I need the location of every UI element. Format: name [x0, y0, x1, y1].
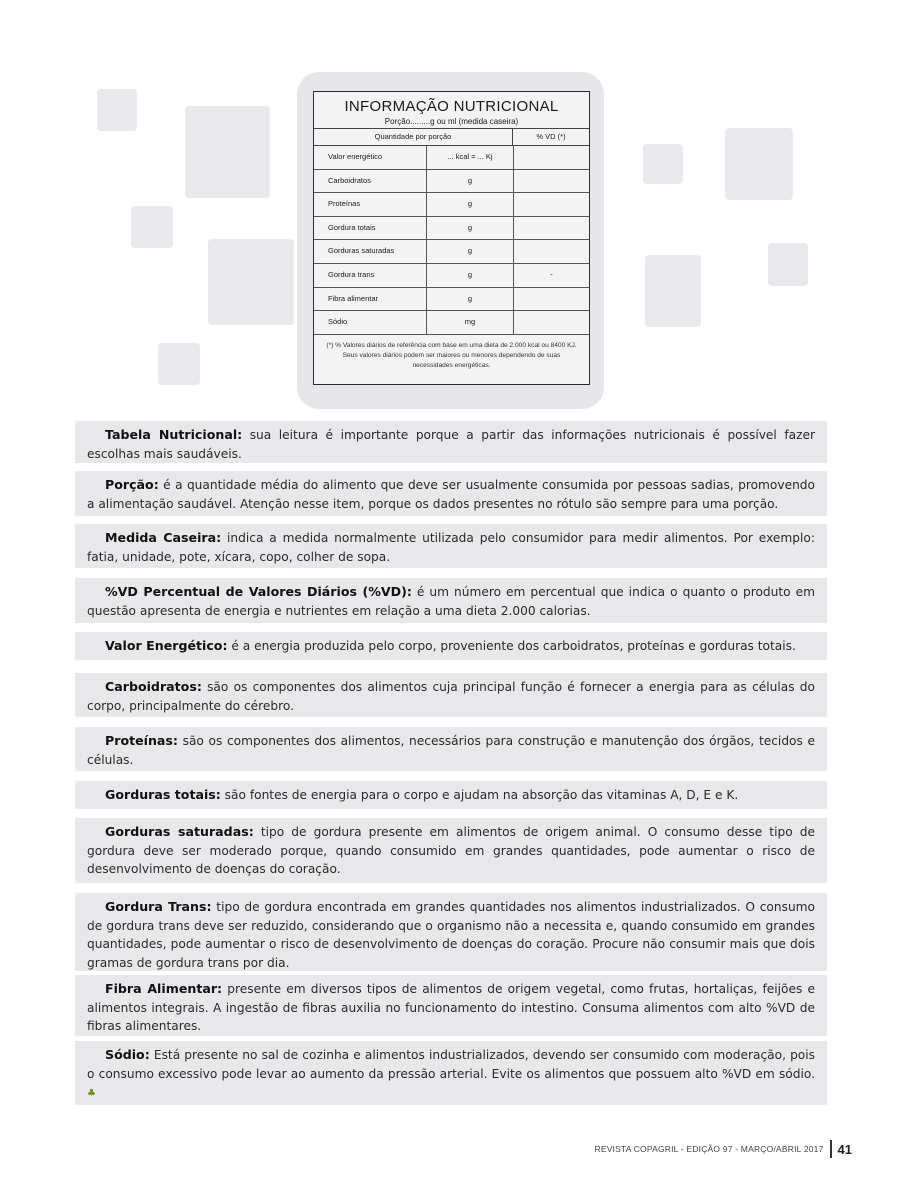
nutrition-row [314, 311, 589, 335]
definition-term: %VD Percentual de Valores Diários (%VD): [105, 584, 412, 599]
nutrient-amount: g [426, 170, 514, 193]
nutrition-rows [314, 146, 589, 335]
definition-text: tipo de gordura encontrada em grandes quantidades nos alimentos industrializados. O consumo de gordura trans deve ser reduzido, considerando que o organismo não a necessita e, quando consumido em grandes quantidades, pode aumentar o risco de desenvolvimento de doenças do coração. Procure não consumir mais que dois gramas de gordura trans por dia. [87, 900, 815, 970]
nutrient-name: Gordura trans [328, 269, 375, 279]
definition-box [75, 975, 827, 1036]
definition-box [75, 524, 827, 568]
nutrient-name: Proteínas [328, 199, 361, 209]
nutrient-vd [514, 193, 589, 216]
definition-text: sua leitura é importante porque a partir das informações nutricionais é possível fazer escolhas mais saudáveis. [87, 428, 816, 461]
sprout-icon: ♣ [87, 1088, 96, 1099]
definition-box [75, 421, 827, 463]
nutrition-row [314, 240, 589, 264]
decor-square [768, 243, 808, 286]
decor-square [643, 144, 683, 184]
nutrition-row [314, 193, 589, 217]
nutrition-label-portion: Porção.........g ou ml (medida caseira) [384, 117, 519, 126]
nutrition-label-header [314, 128, 589, 146]
page-footer [594, 1140, 852, 1158]
nutrition-row [314, 146, 589, 170]
definition-term: Sódio: [105, 1047, 150, 1062]
definition-text: é a quantidade média do alimento que deve ser usualmente consumida por pessoas sadias, promovendo a alimentação saudável. Atenção nesse item, porque os dados presentes no rótulo são sempre para uma porção. [87, 478, 815, 511]
nutrient-vd [514, 311, 589, 334]
nutrient-amount: g [426, 240, 514, 263]
nutrient-vd [514, 217, 589, 240]
definition-box [75, 632, 827, 660]
nutrient-vd [514, 288, 589, 311]
nutrient-vd [514, 240, 589, 263]
definition-text: são fontes de energia para o corpo e ajudam na absorção das vitaminas A, D, E e K. [220, 788, 739, 802]
decor-square [185, 106, 270, 198]
decor-square [97, 89, 137, 131]
vd-header: % VD (*) [512, 129, 589, 145]
definition-text: presente em diversos tipos de alimentos de origem vegetal, como frutas, hortaliças, feijões e alimentos integrais. A ingestão de fibras auxilia no funcionamento do intestino. Consuma alimentos com alto %VD de fibras alimentares. [87, 982, 815, 1033]
definition-text: é a energia produzida pelo corpo, proveniente dos carboidratos, proteínas e gorduras totais. [227, 639, 796, 653]
nutrient-name: Gordura totais [328, 222, 376, 232]
definition-text: indica a medida normalmente utilizada pelo consumidor para medir alimentos. Por exemplo: fatia, unidade, pote, xícara, copo, colher de sopa. [87, 531, 815, 564]
nutrient-name: Sódio [328, 317, 348, 327]
nutrient-vd: - [550, 269, 553, 279]
definition-box [75, 893, 827, 971]
definition-term: Fibra Alimentar: [105, 981, 223, 996]
definition-box [75, 1041, 827, 1105]
nutrient-amount: g [426, 264, 514, 287]
nutrient-amount: g [426, 193, 514, 216]
definition-text: são os componentes dos alimentos, necessários para construção e manutenção dos órgãos, tecidos e células. [87, 734, 815, 767]
nutrient-name: Carboidratos [328, 175, 371, 185]
definition-term: Tabela Nutricional: [105, 427, 243, 442]
nutrient-amount: ... kcal = ... Kj [426, 146, 514, 169]
nutrition-row [314, 288, 589, 312]
nutrient-vd [514, 170, 589, 193]
definition-term: Medida Caseira: [105, 530, 222, 545]
nutrition-row [314, 170, 589, 194]
definition-text: é um número em percentual que indica o quanto o produto em questão apresenta de energia e nutrientes em relação a uma dieta 2.000 calorias. [87, 585, 815, 618]
definition-term: Proteínas: [105, 733, 178, 748]
definition-term: Gorduras saturadas: [105, 824, 254, 839]
decor-square [208, 239, 294, 325]
nutrient-amount: g [426, 288, 514, 311]
nutrition-label [313, 91, 590, 385]
decor-square [645, 255, 701, 327]
definition-text: são os componentes dos alimentos cuja principal função é fornecer a energia para as células do corpo, principalmente do cérebro. [87, 680, 815, 713]
definition-box [75, 471, 827, 516]
footer-divider [830, 1140, 832, 1158]
decor-square [158, 343, 200, 385]
definition-box [75, 727, 827, 771]
nutrient-name: Fibra alimentar [328, 293, 379, 303]
definition-term: Carboidratos: [105, 679, 202, 694]
definition-term: Porção: [105, 477, 159, 492]
nutrient-name: Gorduras saturadas [328, 246, 395, 256]
quantity-header: Quantidade por porção [374, 132, 452, 141]
definition-term: Gordura Trans: [105, 899, 212, 914]
nutrition-row [314, 264, 589, 288]
definition-box [75, 781, 827, 809]
nutrient-name: Valor energético [328, 152, 383, 161]
definition-box [75, 673, 827, 717]
decor-square [725, 128, 793, 200]
definition-box [75, 818, 827, 883]
nutrition-label-footnote: (*) % Valores diários de referência com base em uma dieta de 2.000 kcal ou 8400 KJ. Seus valores diários podem ser maiores ou menores dependendo de suas necessidades energéticas. [326, 341, 577, 369]
page-number: 41 [837, 1141, 852, 1157]
definition-text: tipo de gordura presente em alimentos de origem animal. O consumo desse tipo de gordura deve ser moderado porque, quando consumido em grandes quantidades, pode aumentar o risco de desenvolvimento de doenças do coração. [87, 825, 815, 876]
definition-box [75, 578, 827, 623]
nutrient-vd [514, 146, 589, 169]
nutrient-amount: mg [426, 311, 514, 334]
magazine-name: REVISTA COPAGRIL - EDIÇÃO 97 - MARÇO/ABRIL 2017 [594, 1144, 824, 1154]
decor-square [131, 206, 173, 248]
nutrition-label-title: INFORMAÇÃO NUTRICIONAL [344, 98, 559, 115]
nutrition-row [314, 217, 589, 241]
nutrient-amount: g [426, 217, 514, 240]
definition-term: Gorduras totais: [105, 787, 221, 802]
definition-text: Está presente no sal de cozinha e alimentos industrializados, devendo ser consumido com moderação, pois o consumo excessivo pode levar ao aumento da pressão arterial. Evite os alimentos que possuem alto %VD em sódio. [87, 1048, 815, 1081]
definition-term: Valor Energético: [105, 638, 228, 653]
